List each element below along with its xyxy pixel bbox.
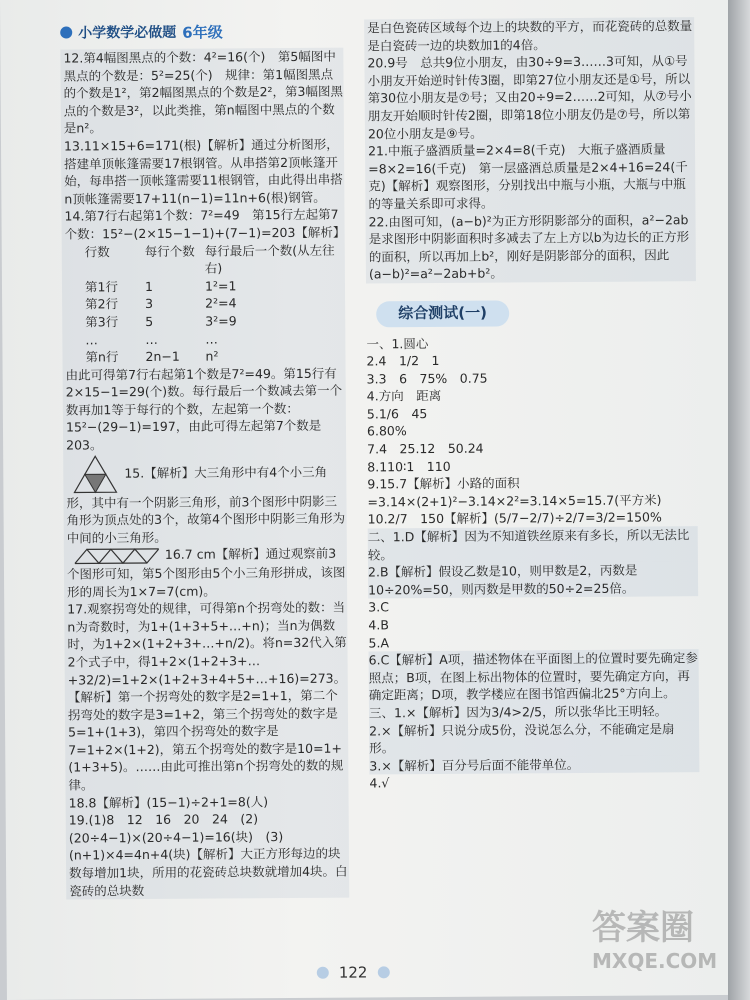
answer-15: [66, 452, 347, 547]
table-cell: 第2行: [85, 296, 119, 312]
table-cell: n²: [205, 348, 219, 364]
answer-13: 13.11×15+6=171(根)【解析】通过分析图形，搭建单顶帐篷需要17根钢管。从串搭第2顶帐篷开始，每串搭一顶帐篷需要11根钢管，由此得出串搭n顶帐篷需要17+11(n−1)=11n+6(根)钢管。: [63, 136, 343, 207]
answer-16-text: 16.7 cm【解析】通过观察前3个图形可知，第5个图形由5个小三角形拼成，该图形的周长为1×7=7(cm)。: [66, 546, 346, 600]
answer-18: 18.8【解析】(15−1)÷2+1=8(人): [68, 793, 269, 811]
answer-22: 22.由图可知，(a−b)²为正方形阴影部分的面积，a²−2ab是求图形中阴影面积时多减去了左上方以b为边长的正方形的面积，所以再加上b²，刚好是阴影部分的面积，因此(a−b)²=a²−2ab+b²。: [368, 211, 690, 282]
watermark-top: 答案圈: [592, 908, 694, 948]
page-dot-icon: [377, 966, 389, 978]
test-item: 二、1.D【解析】因为不知道铁丝原来有多长，所以无法比较。: [368, 526, 698, 563]
table-cell: 第1行: [84, 278, 119, 295]
table-cell: …: [85, 331, 98, 347]
answer-16: [67, 545, 347, 601]
test-item: 三、1.×【解析】因为3/4>2/5，所以张华比王明轻。: [369, 702, 699, 722]
table-cell: …: [205, 330, 218, 347]
answer-14: 14.第7行右起第1个数：7²=49 第15行左起第7个数：15²−(2×15−1−1)+(7−1)=203【解析】: [64, 206, 346, 242]
table-cell: 3²=9: [205, 313, 237, 329]
book-title: 小学数学必做题: [78, 24, 177, 42]
answer-19-cont: 是白色瓷砖区域每个边上的块数的平方，而花瓷砖的总数量是白瓷砖一边的块数加1的4倍。: [367, 18, 693, 54]
table-header: 每行最后一个数(从左往右): [204, 242, 335, 276]
grade-label: 6年级: [182, 22, 223, 42]
test-item: 9.15.7【解析】小路的面积=3.14×(2+1)²−3.14×2²=3.14×5=15.7(平方米): [367, 475, 662, 510]
table-cell: …: [145, 331, 158, 347]
section-title: 综合测试(一): [376, 300, 509, 327]
test-item: 一、1.圆心: [366, 335, 429, 351]
table-cell: 1²=1: [204, 278, 237, 294]
page-dot-icon: [317, 967, 329, 979]
answer-19: 19.(1)8 12 16 20 24 (2)(20÷4−1)×(20÷4−1)=16(块) (3)(n+1)×4=4n+4(块)【解析】大正方形每边的块数每增加1块，所用的花瓷砖总块数就增加4块。白瓷砖的总块数: [68, 811, 348, 899]
test-item: 6.C【解析】A项，描述物体在平面图上的位置时要先确定参照点；B项，在图上标出物体的位置时，要先确定方向，再确定距离；D项，教学楼应在图书馆西偏北25°方向上。: [368, 650, 698, 703]
test-item: 3.×【解析】百分号后面不能带单位。: [369, 755, 699, 775]
test-item: 2.4 1/2 1: [366, 353, 440, 369]
page-edge-shadow: [728, 0, 750, 1000]
row-table: [85, 241, 346, 366]
test-item: 4.√: [369, 775, 390, 791]
triangle-strip-icon: [73, 547, 159, 566]
test-item: 4.B: [368, 617, 389, 633]
table-cell: 1: [144, 278, 154, 294]
test-item: 3.3 6 75% 0.75: [366, 370, 488, 387]
table-cell: 3: [145, 296, 154, 312]
page-number: [317, 963, 390, 982]
page-number-text: 122: [338, 963, 368, 982]
test-item: 10.2/7 150【解析】(5/7−2/7)÷2/7=3/2=150%: [367, 509, 662, 527]
test-item: 4.方向 距离: [366, 388, 442, 404]
answer-17: 17.观察拐弯处的规律，可得第n个拐弯处的数：当n为奇数时，为1+(1+3+5+…+n)；当n为偶数时，为1+2×(1+2+3+…+n/2)。将n=32代入第2个式子中，得1+2×(1+2+3+…+32/2)=1+2×(1+2+3+4+5+…+16)=273。【解析】第一个拐弯处的数字是2=1+1，第二个拐弯处的数字是3=1+2，第三个拐弯处的数字是5=1+(1+3)，第四个拐弯处的数字是7=1+2×(1+2)，第五个拐弯处的数字是10=1+(1+3+5)。……由此可推出第n个拐弯处的数的规律。: [67, 599, 347, 793]
answer-12: 12.第4幅图黑点的个数：4²=16(个) 第5幅图中黑点的个数是：5²=25(个) 规律：第1幅图黑点的个数是1²，第2幅图黑点的个数是2²，第3幅图黑点的个数是3²，以此类推，第n幅图中黑点的个数是n²。: [63, 48, 344, 136]
test-item: 7.4 25.12 50.24: [367, 440, 484, 457]
right-answers: [364, 17, 696, 283]
watermark-bottom: MXQE.COM: [592, 949, 718, 973]
answer-20: 20.9号 总共9位小朋友，由30÷9=3……3可知，从①号小朋友开始逆时针传3圈，即第27位小朋友还是①号，所以第30位小朋友是⑦号；又由20÷9=2……2可知，从⑦号小朋友开始顺时针传2圈，即第18位小朋友仍是⑦号，所以第20位小朋友是⑨号。: [367, 53, 692, 141]
test-item: 6.80%: [366, 423, 407, 439]
right-column: [364, 17, 699, 792]
table-cell: 第3行: [85, 314, 119, 330]
table-cell: 第n行: [85, 349, 119, 365]
answer-15-text: 15.【解析】大三角形中有4个小三角形，其中有一个阴影三角形，前3个图形中阴影三角形为顶点处的3个，故第4个图形中阴影三角形为中间的小三角形。: [66, 463, 346, 546]
table-header: 行数: [84, 243, 110, 259]
table-cell: 2n−1: [145, 348, 180, 365]
answer-14-cont: 由此可得第7行右起第1个数是7²=49。第15行有2×15−1=29(个)数。每行最后一个数减去第一个数再加1等于每行的个数，左起第一个数：15²−(29−1)=197，由此可得左起第7个数是203。: [65, 365, 343, 453]
test-item: 8.110∶1 110: [367, 458, 451, 475]
test-item: 5.1/6 45: [366, 405, 428, 422]
watermark: [592, 900, 742, 995]
test-item: 2.×【解析】只说分成5份，没说怎么分，不能确定是扇形。: [369, 720, 699, 757]
triangle-figure-icon: [72, 454, 118, 494]
test-item: 3.C: [368, 599, 389, 615]
test-item: 2.B【解析】假设乙数是10，则甲数是2，丙数是10÷20%=50，则丙数是甲数的50÷2=25倍。: [368, 561, 698, 598]
header-dot-icon: [60, 26, 72, 38]
test-item: 5.A: [368, 634, 390, 651]
table-cell: 2²=4: [205, 295, 237, 311]
book-header: [60, 20, 223, 43]
test-answers: [366, 333, 699, 793]
table-cell: 5: [145, 313, 154, 329]
answer-21: 21.中瓶子盛酒质量=2×4=8(千克) 大瓶子盛酒质量=8×2=16(千克) 第一层盛酒总质量是2×4+16=24(千克)【解析】观察图形，分别找出中瓶与小瓶，大瓶与中瓶的等量关系即可求得。: [368, 141, 688, 212]
table-header: 每行个数: [144, 243, 195, 259]
left-column: [60, 48, 349, 900]
